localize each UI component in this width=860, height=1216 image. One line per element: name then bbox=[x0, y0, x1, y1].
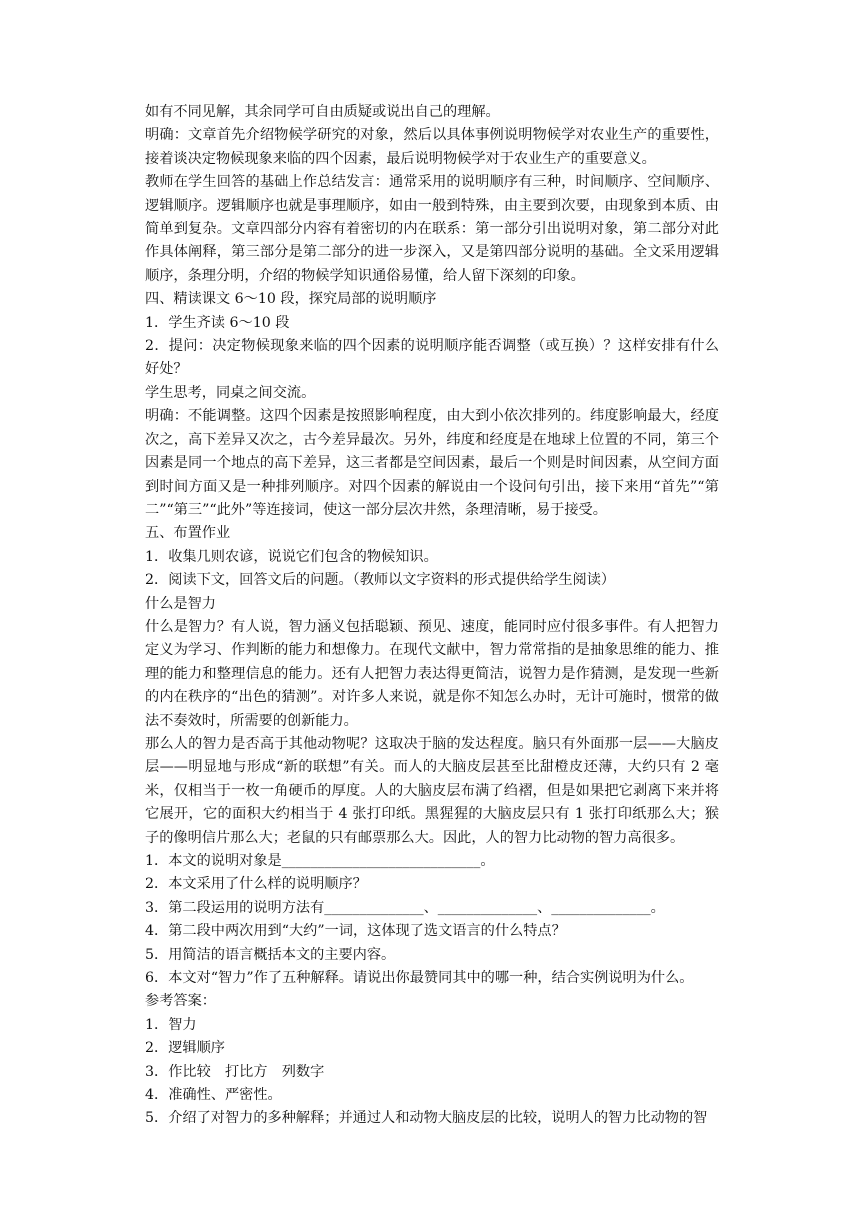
paragraph: 2．阅读下文，回答文后的问题。（教师以文字资料的形式提供给学生阅读） bbox=[145, 572, 616, 589]
paragraph: 6．本文对“智力”作了五种解释。请说出你最赞同其中的哪一种，结合实例说明为什么。 bbox=[145, 970, 694, 987]
paragraph: 明确：文章首先介绍物候学研究的对象，然后以具体事例说明物候学对农业生产的重要性，接着谈决定物候现象来临的四个因素，最后说明物候学对于农业生产的重要意义。 bbox=[145, 127, 719, 167]
document-body bbox=[145, 101, 719, 1131]
paragraph: 什么是智力 bbox=[145, 595, 216, 612]
paragraph: 1．本文的说明对象是____________________________。 bbox=[145, 853, 495, 869]
paragraph: 参考答案： bbox=[145, 993, 216, 1010]
paragraph: 1．学生齐读 6～10 段 bbox=[145, 314, 290, 331]
paragraph: 教师在学生回答的基础上作总结发言：通常采用的说明顺序有三种，时间顺序、空间顺序、逻辑顺序。逻辑顺序也就是事理顺序，如由一般到特殊，由主要到次要，由现象到本质、由简单到复杂。文章四部分内容有着密切的内在联系：第一部分引出说明对象，第二部分对此作具体阐释，第三部分是第二部分的进一步深入，又是第四部分说明的基础。全文采用逻辑顺序，条理分明，介绍的物候学知识通俗易懂，给人留下深刻的印象。 bbox=[145, 174, 719, 284]
paragraph: 学生思考，同桌之间交流。 bbox=[145, 384, 316, 401]
paragraph: 如有不同见解，其余同学可自由质疑或说出自己的理解。 bbox=[145, 104, 500, 120]
paragraph: 四、精读课文 6～10 段，探究局部的说明顺序 bbox=[145, 291, 437, 308]
paragraph: 五、布置作业 bbox=[145, 525, 231, 542]
paragraph: 3．第二段运用的说明方法有______________、______________、______________。 bbox=[145, 899, 665, 916]
paragraph: 什么是智力？有人说，智力涵义包括聪颖、预见、速度，能同时应付很多事件。有人把智力定义为学习、作判断的能力和想像力。在现代文献中，智力常常指的是抽象思维的能力、推理的能力和整理信息的能力。还有人把智力表达得更简洁，说智力是作猜测，是发现一些新的内在秩序的“出色的猜测”。对许多人来说，就是你不知怎么办时，无计可施时，惯常的做法不奏效时，所需要的创新能力。 bbox=[145, 618, 719, 729]
paragraph: 1．收集几则农谚，说说它们包含的物候知识。 bbox=[145, 548, 438, 565]
paragraph: 2．本文采用了什么样的说明顺序？ bbox=[145, 876, 367, 893]
paragraph: 4．第二段中两次用到“大约”一词，这体现了选文语言的什么特点？ bbox=[145, 923, 566, 940]
paragraph: 4．准确性、严密性。 bbox=[145, 1087, 282, 1104]
paragraph: 明确：不能调整。这四个因素是按照影响程度，由大到小依次排列的。纬度影响最大，经度次之，高下差异又次之，古今差异最次。另外，纬度和经度是在地球上位置的不同，第三个因素是同一个地点的高下差异，这三者都是空间因素，最后一个则是时间因素，从空间方面到时间方面又是一种排列顺序。对四个因素的解说由一个设问句引出，接下来用“首先”“第二”“第三”“此外”等连接词，使这一部分层次井然，条理清晰，易于接受。 bbox=[145, 408, 719, 518]
paragraph: 那么人的智力是否高于其他动物呢？这取决于脑的发达程度。脑只有外面那一层——大脑皮层——明显地与形成“新的联想”有关。而人的大脑皮层甚至比甜橙皮还薄，大约只有 2 毫米，仅相当于一枚一角硬币的厚度。人的大脑皮层布满了绉褶，但是如果把它剥离下来并将它展开，它的面积大约相当于 4 张打印纸。黑猩猩的大脑皮层只有 1 张打印纸那么大；猴子的像明信片那么大；老鼠的只有邮票那么大。因此，人的智力比动物的智力高很多。 bbox=[145, 735, 719, 846]
paragraph: 5．用简洁的语言概括本文的主要内容。 bbox=[145, 946, 396, 963]
paragraph: 2．提问：决定物候现象来临的四个因素的说明顺序能否调整（或互换）？这样安排有什么好处？ bbox=[145, 338, 719, 378]
paragraph: 1．智力 bbox=[145, 1016, 197, 1033]
paragraph: 5．介绍了对智力的多种解释；并通过人和动物大脑皮层的比较，说明人的智力比动物的智 bbox=[145, 1110, 708, 1127]
paragraph: 3．作比较 打比方 列数字 bbox=[145, 1063, 325, 1080]
paragraph: 2．逻辑顺序 bbox=[145, 1040, 225, 1057]
